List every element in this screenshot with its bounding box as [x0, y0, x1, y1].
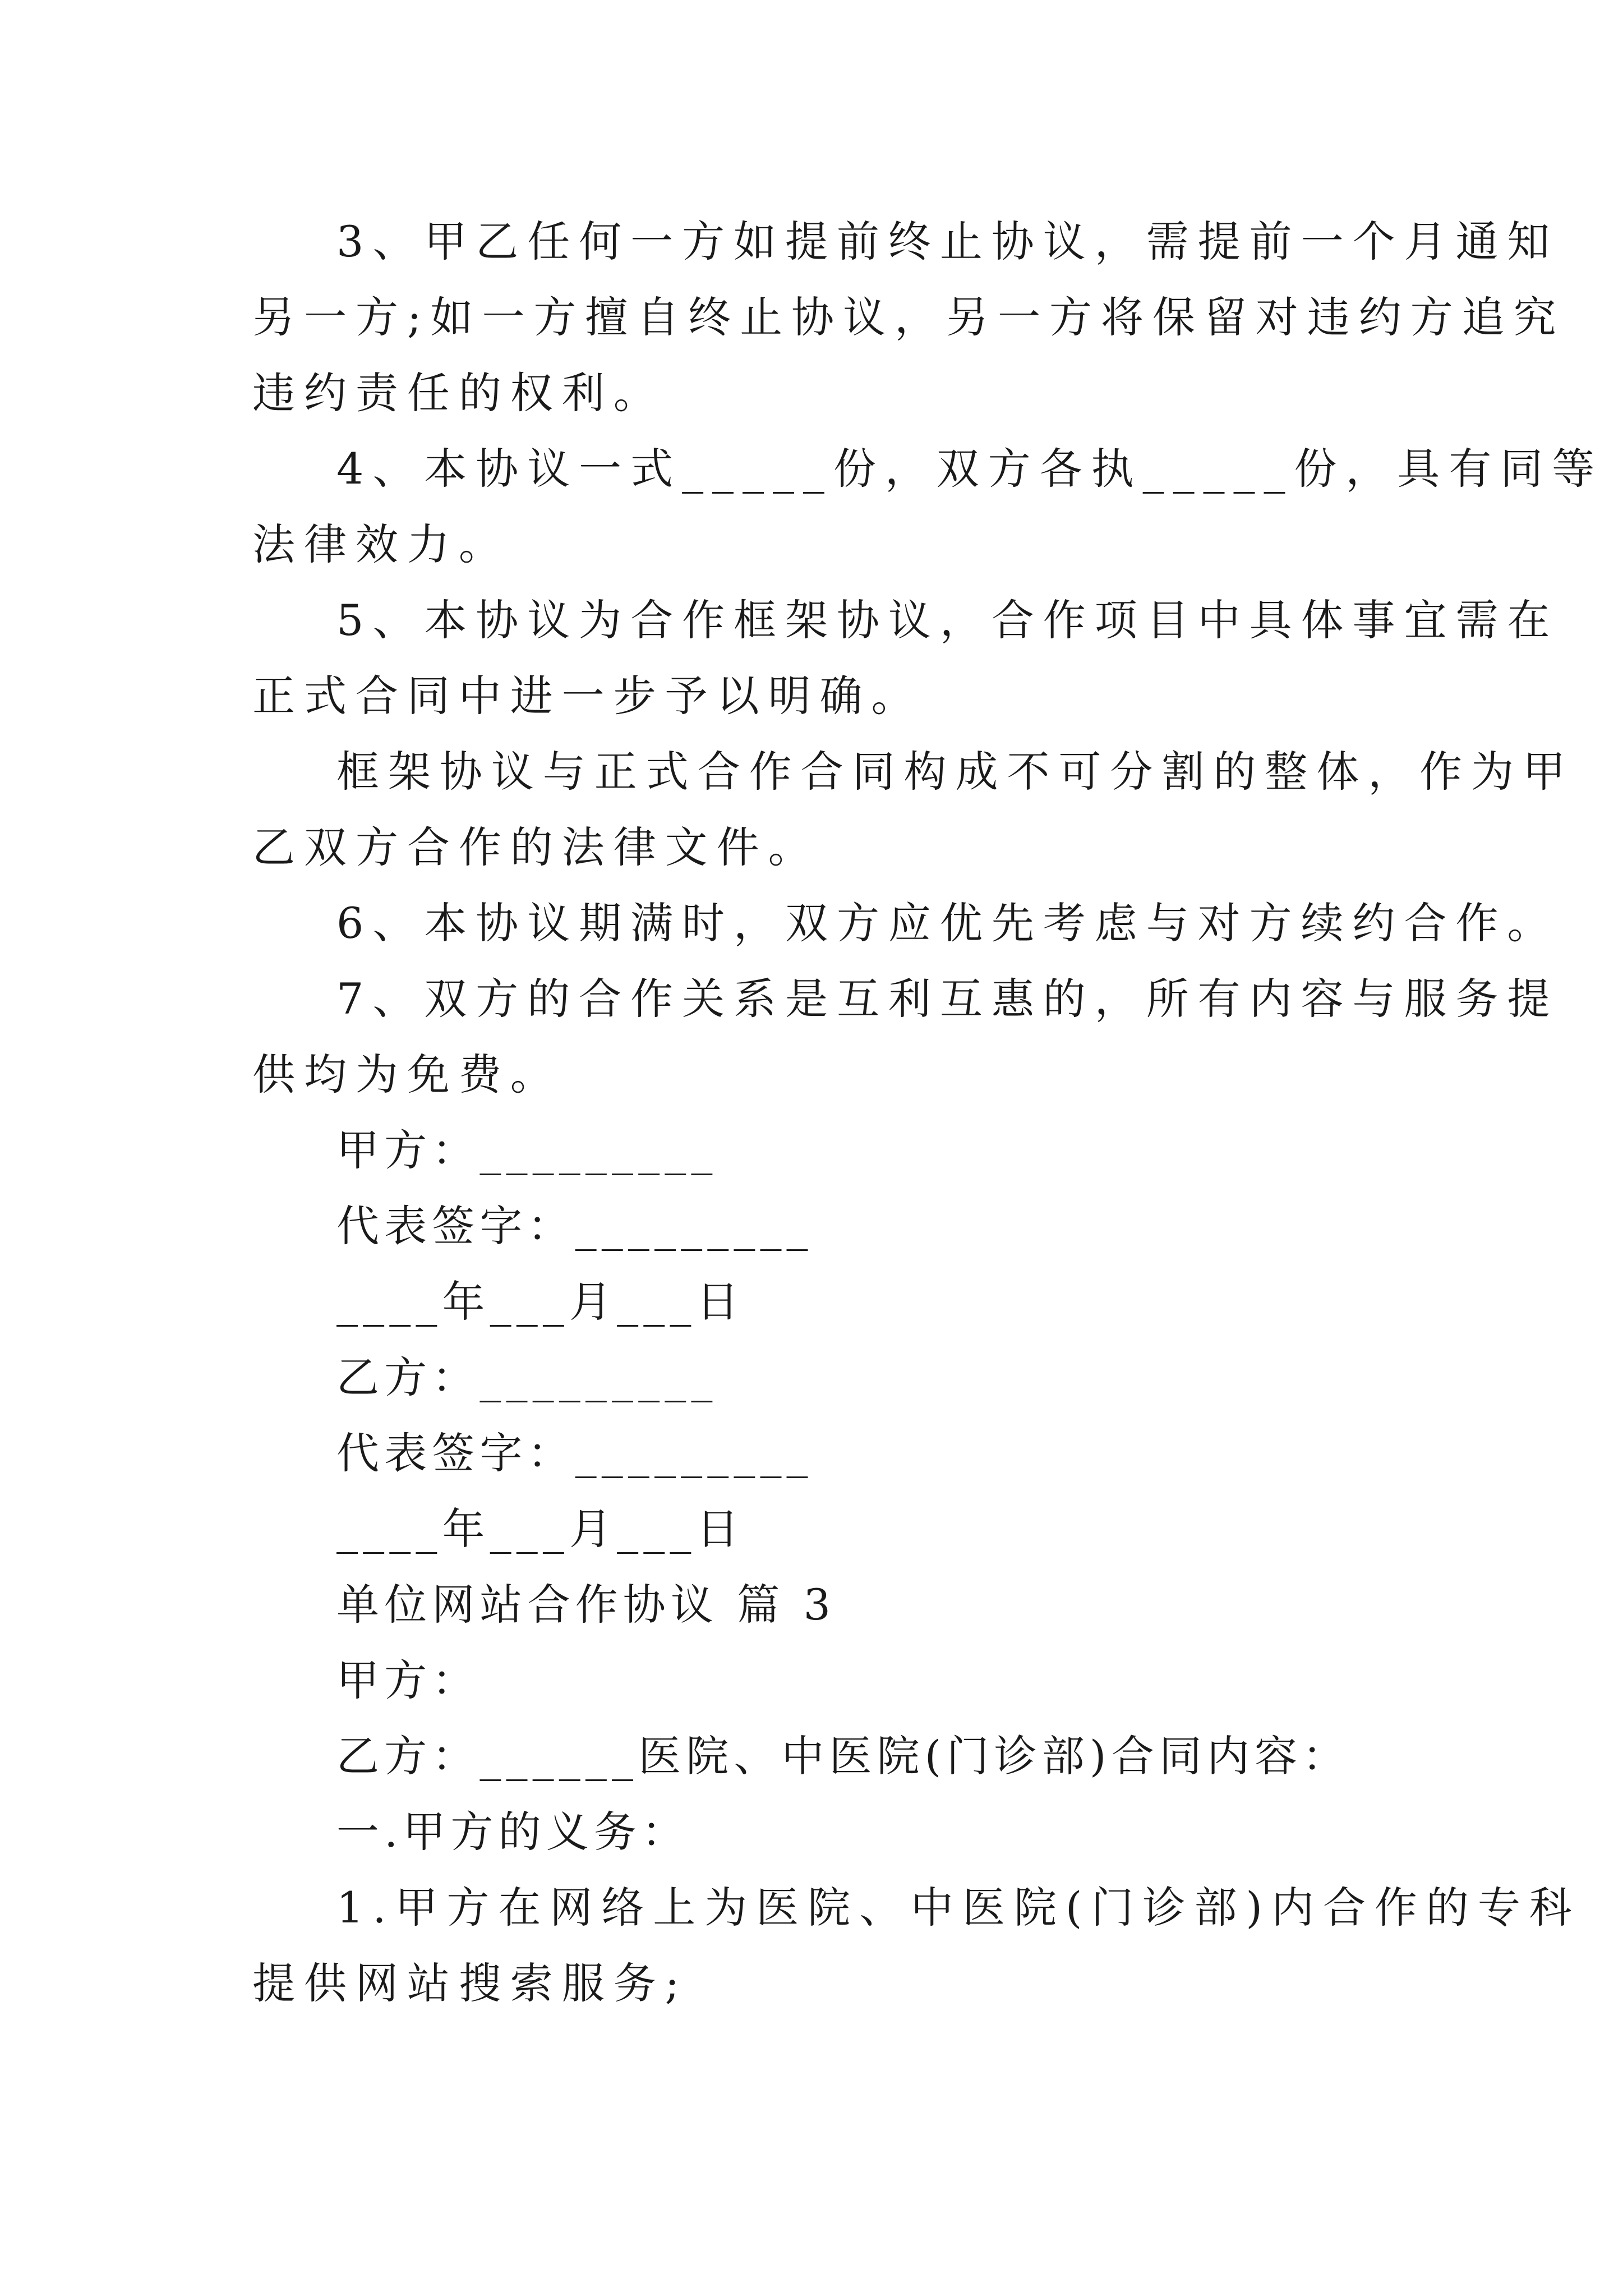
- clause-7-line-2: 供均为免费。: [252, 1050, 562, 1099]
- party-b-signature-field: 代表签字：_________: [336, 1428, 813, 1478]
- party-a-field: 甲方：_________: [336, 1125, 718, 1175]
- framework-paragraph-line-1: 框架协议与正式合作合同构成不可分割的整体，作为甲: [336, 747, 1575, 797]
- clause-7-line-1: 7、双方的合作关系是互利互惠的，所有内容与服务提: [336, 974, 1559, 1024]
- party-a-signature-field: 代表签字：_________: [336, 1201, 813, 1251]
- clause-5-line-2: 正式合同中进一步予以明确。: [252, 671, 923, 721]
- clause-3-line-2: 另一方;如一方擅自终止协议，另一方将保留对违约方追究: [252, 292, 1565, 342]
- clause-6-line: 6、本协议期满时，双方应优先考虑与对方续约合作。: [336, 898, 1559, 948]
- clause-3-line-1: 3、甲乙任何一方如提前终止协议，需提前一个月通知: [336, 217, 1559, 266]
- party-a-label: 甲方：: [336, 1655, 480, 1705]
- clause-4-line-2: 法律效力。: [252, 519, 510, 569]
- section-heading: 单位网站合作协议 篇 3: [336, 1580, 836, 1630]
- clause-3-line-3: 违约责任的权利。: [252, 368, 665, 418]
- party-b-contract-line: 乙方：______医院、中医院(门诊部)合同内容：: [336, 1731, 1350, 1781]
- party-b-field: 乙方：_________: [336, 1352, 718, 1402]
- clause-4-line-1: 4、本协议一式_____份，双方各执_____份，具有同等: [336, 444, 1604, 494]
- obligations-heading: 一.甲方的义务：: [336, 1807, 690, 1857]
- obligation-1-line-1: 1.甲方在网络上为医院、中医院(门诊部)内合作的专科: [336, 1883, 1581, 1932]
- obligation-1-line-2: 提供网站搜索服务;: [252, 1958, 689, 2008]
- party-b-date-field: ____年___月___日: [336, 1504, 744, 1554]
- framework-paragraph-line-2: 乙双方合作的法律文件。: [252, 822, 820, 872]
- party-a-date-field: ____年___月___日: [336, 1277, 744, 1327]
- clause-5-line-1: 5、本协议为合作框架协议，合作项目中具体事宜需在: [336, 595, 1559, 645]
